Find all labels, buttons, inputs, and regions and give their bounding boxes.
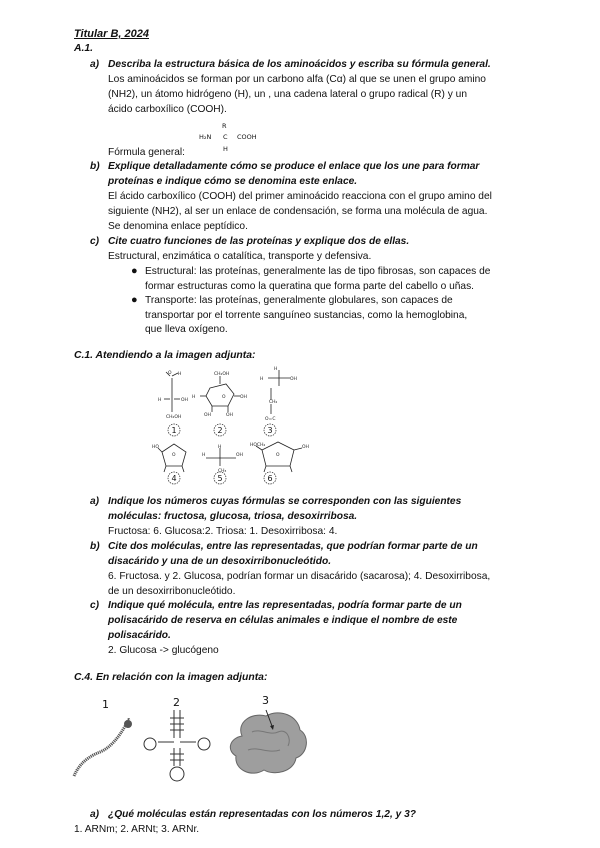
c1-qb-letter: b) (90, 541, 100, 552)
rrna-ribosome (230, 710, 306, 773)
c1-qc-answer: 2. Glucosa -> glucógeno (108, 645, 219, 656)
rna-figure (70, 692, 310, 792)
bullet-dot: ● (131, 294, 138, 306)
svg-text:O: O (276, 453, 280, 458)
svg-text:H: H (274, 367, 278, 372)
bullet-structural-line1: Estructural: las proteínas, generalmente las de tipo fibrosas, son capaces de (145, 266, 491, 277)
a1-qc-answer: Estructural, enzimática o catalítica, transporte y defensiva. (108, 251, 372, 262)
formula-h2n: H₂N (199, 133, 212, 141)
a1-qb-letter: b) (90, 161, 100, 172)
c4-qa-letter: a) (90, 809, 100, 820)
a1-qb-question-line1: Explique detalladamente cómo se produce el enlace que los une para formar (108, 161, 480, 172)
c1-qa-question-line2: moléculas: fructosa, glucosa, triosa, desoxirribosa. (108, 511, 358, 522)
a1-qb-answer-line1: El ácido carboxílico (COOH) del primer aminoácido reacciona con el grupo amino del (108, 191, 492, 202)
formula-cooh: COOH (237, 133, 257, 141)
alanine-structure (206, 448, 236, 466)
svg-text:OH: OH (302, 445, 309, 450)
page-title: Titular B, 2024 (74, 28, 149, 40)
c4-qa-answer: 1. ARNm; 2. ARNt; 3. ARNr. (74, 824, 200, 835)
carb-number-1: 1 (171, 426, 177, 435)
svg-text:H: H (202, 453, 206, 458)
svg-text:CH₂: CH₂ (269, 400, 278, 405)
c1-qb-question-line1: Cite dos moléculas, entre las representadas, que podrían formar parte de un (108, 541, 478, 552)
c1-qa-answer: Fructosa: 6. Glucosa:2. Triosa: 1. Desoxirribosa: 4. (108, 526, 338, 537)
a1-qa-question: Describa la estructura básica de los aminoácidos y escriba su fórmula general. (108, 59, 491, 70)
svg-text:H: H (158, 398, 162, 403)
a1-qa-answer-line2: (NH2), un átomo hidrógeno (H), un , una cadena lateral o grupo radical (R) y un (108, 89, 468, 100)
bullet-transport (131, 293, 453, 308)
a1-qc-letter: c) (90, 236, 100, 247)
svg-text:OH: OH (290, 377, 297, 382)
svg-text:OH: OH (236, 453, 243, 458)
bullet-structural (131, 264, 491, 279)
svg-text:H: H (260, 377, 264, 382)
svg-text:H: H (218, 445, 222, 450)
c1-qa-question-line1: Indique los números cuyas fórmulas se corresponden con las siguientes (108, 496, 462, 507)
a1-qc-question: Cite cuatro funciones de las proteínas y explique dos de ellas. (108, 236, 410, 247)
carb-number-4: 4 (171, 474, 177, 483)
c1-qc-question-line2: polisacárido de reserva en células animales e indique el nombre de este (108, 615, 458, 626)
svg-text:OH: OH (181, 398, 188, 403)
a1-qb-answer-line3: Se denomina enlace peptídico. (108, 221, 248, 232)
svg-text:O: O (172, 453, 176, 458)
c1-qb-answer-line1: 6. Fructosa. y 2. Glucosa, podrían formar un disacárido (sacarosa); 4. Desoxirribosa, (108, 571, 491, 582)
carbohydrates-figure (140, 366, 320, 490)
bullet-structural-line2: formar estructuras como la queratina que forma parte del cabello o uñas. (145, 281, 475, 292)
carb-number-2: 2 (217, 426, 223, 435)
mrna-strand (74, 719, 132, 776)
a1-qb-answer-line2: siguiente (NH2), al ser un enlace de condensación, se forma una molécula de agua. (108, 206, 488, 217)
bullet-dot: ● (131, 265, 138, 277)
a1-qb-question-line2: proteínas e indique cómo se denomina este enlace. (108, 176, 358, 187)
rna-number-1: 1 (102, 698, 109, 711)
carb-number-6: 6 (267, 474, 273, 483)
bullet-transport-line3: que lleva oxígeno. (145, 324, 228, 335)
glucose-ring (200, 376, 240, 412)
a1-qa-answer-line3: ácido carboxílico (COOH). (108, 104, 227, 115)
svg-text:H: H (192, 395, 196, 400)
c1-qb-answer-line2: de un desoxirribonucleótido. (108, 586, 236, 597)
c1-qc-question-line1: Indique qué molécula, entre las representadas, podría formar parte de un (108, 600, 462, 611)
svg-text:H: H (178, 372, 182, 377)
svg-text:HOCH₂: HOCH₂ (250, 443, 266, 448)
c1-qc-letter: c) (90, 600, 100, 611)
deoxyribose-ring (158, 444, 186, 472)
svg-text:O=C: O=C (265, 417, 276, 422)
formula-c: C (223, 133, 228, 141)
formula-r: R (222, 122, 227, 130)
formula-label: Fórmula general: (108, 147, 186, 158)
svg-text:O: O (222, 395, 226, 400)
c4-qa-question: ¿Qué moléculas están representadas con los números 1,2, y 3? (108, 809, 417, 820)
svg-text:OH: OH (240, 395, 247, 400)
carb-number-3: 3 (267, 426, 273, 435)
svg-text:HO: HO (152, 445, 159, 450)
c1-qb-question-line2: disacárido y una de un desoxirribonucleótido. (108, 556, 332, 567)
a1-qa-answer-line1: Los aminoácidos se forman por un carbono alfa (Cα) al que se unen el grupo amino (108, 74, 486, 85)
bullet-transport-line2: transportar por el torrente sanguíneo sustancias, como la hemoglobina, (145, 310, 468, 321)
svg-text:O: O (168, 371, 172, 376)
svg-text:OH: OH (226, 413, 233, 418)
svg-text:CH₂OH: CH₂OH (214, 372, 230, 377)
formula-h: H (223, 145, 228, 153)
section-c4-label: C.4. En relación con la imagen adjunta: (74, 672, 268, 683)
c1-qa-letter: a) (90, 496, 100, 507)
section-a1-label: A.1. (74, 43, 94, 54)
carb-number-5: 5 (217, 474, 223, 483)
c1-qc-question-line3: polisacárido. (108, 630, 171, 641)
svg-text:CH₂OH: CH₂OH (166, 415, 182, 420)
amino-acid-structure (268, 370, 290, 414)
svg-text:CH₃: CH₃ (218, 469, 227, 474)
rna-number-3: 3 (262, 694, 269, 707)
triose-structure (164, 372, 180, 412)
bullet-transport-line1: Transporte: las proteínas, generalmente globulares, son capaces de (145, 295, 453, 306)
rna-number-2: 2 (173, 696, 180, 709)
svg-text:OH: OH (204, 413, 211, 418)
trna-cloverleaf (144, 710, 210, 781)
a1-qa-letter: a) (90, 59, 100, 70)
section-c1-label: C.1. Atendiendo a la imagen adjunta: (74, 350, 256, 361)
